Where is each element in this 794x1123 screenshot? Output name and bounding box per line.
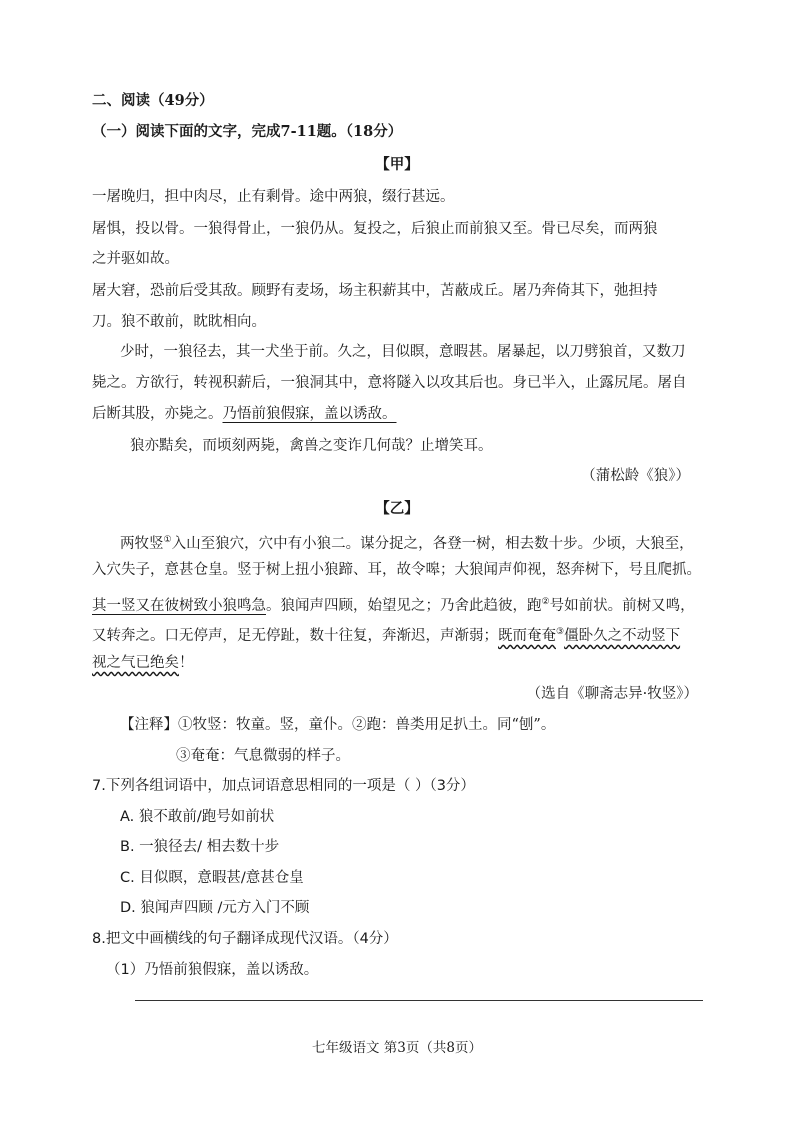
question-7-option-c: C. 目似瞑，意暇甚/意甚仓皇 xyxy=(120,870,304,886)
yi-line-1 xyxy=(120,530,694,554)
notes-line-2: ③奄奄：气息微弱的样子。 xyxy=(176,748,350,764)
question-8-stem: 8.把文中画横线的句子翻译成现代汉语。（4分） xyxy=(92,931,398,947)
yi-source: （选自《聊斋志异·牧竖》） xyxy=(526,686,698,702)
jia-line-8 xyxy=(92,404,397,424)
page-footer: 七年级语文 第3页（共8页） xyxy=(312,1040,482,1056)
jia-line-9: 狼亦黠矣，而顷刻两毙，禽兽之变诈几何哉？止增笑耳。 xyxy=(130,438,493,454)
yi-line-4 xyxy=(92,622,680,646)
underlined-sentence: 乃悟前狼假寐，盖以诱敌。 xyxy=(222,406,397,422)
section-title: 二、阅读（49分） xyxy=(92,92,214,109)
question-8-sub-1: （1）乃悟前狼假寐，盖以诱敌。 xyxy=(106,962,319,978)
wavy-sentence-b: 僵卧久之不动竖下 xyxy=(564,627,681,644)
jia-line-4: 屠大窘，恐前后受其敌。顾野有麦场，场主积薪其中，苫蔽成丘。屠乃奔倚其下，弛担持 xyxy=(92,283,658,299)
passage-yi-title: 【乙】 xyxy=(375,500,419,517)
jia-line-6: 少时，一狼径去，其一犬坐于前。久之，目似瞑，意暇甚。屠暴起，以刀劈狼首，又数刀 xyxy=(120,344,686,360)
wavy-sentence-c: 视之气已绝矣 xyxy=(92,655,179,671)
note-marker-3: ③ xyxy=(556,627,565,637)
jia-line-2: 屠惧，投以骨。一狼得骨止，一狼仍从。复投之，后狼止而前狼又至。骨已尽矣，而两狼 xyxy=(92,221,658,237)
question-7-option-a: A. 狼不敢前/跑号如前状 xyxy=(120,809,275,825)
underlined-sentence-2: 其一竖又在彼树致小狼鸣急 xyxy=(92,597,266,614)
part-title: （一）阅读下面的文字，完成7-11题。（18分） xyxy=(92,123,403,140)
yi-line-5 xyxy=(92,653,194,673)
note-marker-1: ① xyxy=(163,535,172,545)
question-7-stem: 7.下列各组词语中，加点词语意思相同的一项是（ ）（3分） xyxy=(92,778,475,794)
note-marker-2: ② xyxy=(541,597,550,607)
yi-line-3c: 号如前状。前树又鸣， xyxy=(549,597,695,614)
jia-line-8-text: 后断其股，亦毙之。 xyxy=(92,406,223,422)
passage-jia-title: 【甲】 xyxy=(375,156,419,173)
question-7-option-d: D. 狼闻声四顾 /元方入门不顾 xyxy=(120,900,310,916)
jia-line-3: 之并驱如故。 xyxy=(92,251,179,267)
jia-source: （蒲松龄《狼》） xyxy=(581,468,690,484)
yi-line-5-end: ！ xyxy=(179,655,194,671)
answer-line[interactable] xyxy=(135,1000,703,1001)
yi-line-3 xyxy=(92,592,695,616)
wavy-sentence-a: 既而奄奄 xyxy=(498,627,556,644)
notes-line-1: 【注释】①牧竖：牧童。竖，童仆。②跑：兽类用足扒土。同“刨”。 xyxy=(120,717,556,733)
question-7-option-b: B. 一狼径去/ 相去数十步 xyxy=(120,839,280,855)
yi-line-4a: 又转奔之。口无停声，足无停趾，数十往复，奔渐迟，声渐弱； xyxy=(92,627,498,644)
jia-line-7: 毙之。方欲行，转视积薪后，一狼洞其中，意将隧入以攻其后也。身已半入，止露尻尾。屠自 xyxy=(92,375,687,391)
yi-line-1b: 入山至狼穴，穴中有小狼二。谋分捉之，各登一树，相去数十步。少顷，大狼至， xyxy=(171,535,694,552)
yi-line-1a: 两牧竖 xyxy=(120,535,164,552)
yi-line-3b: 。狼闻声四顾，始望见之；乃舍此趋彼，跑 xyxy=(266,597,542,614)
jia-line-5: 刀。狼不敢前，眈眈相向。 xyxy=(92,314,266,330)
yi-line-2: 入穴失子，意甚仓皇。竖于树上扭小狼蹄、耳，故令嗥；大狼闻声仰视，怒奔树下，号且爬抓。 xyxy=(92,562,701,578)
jia-line-1: 一屠晚归，担中肉尽，止有剩骨。途中两狼，缀行甚远。 xyxy=(92,189,455,205)
